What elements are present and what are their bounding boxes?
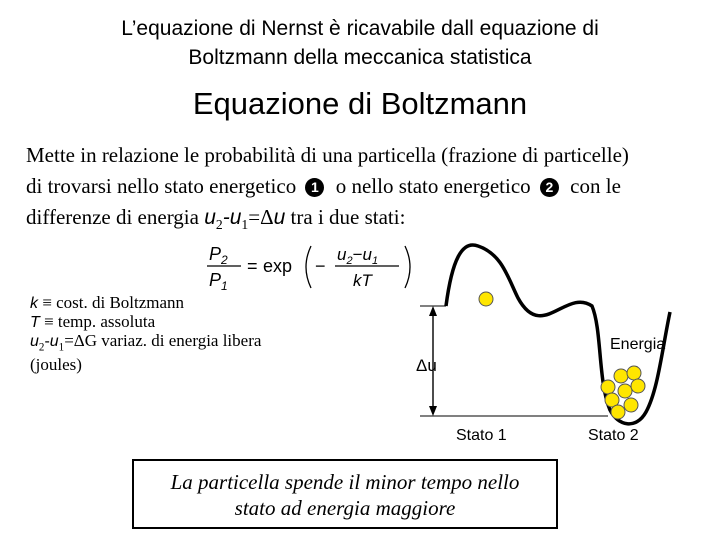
- formula-p2: $P_2$: [209, 244, 228, 267]
- formula-denominator: kT: [353, 271, 372, 290]
- formula-equals: =: [247, 256, 258, 276]
- section-heading: Equazione di Boltzmann: [192, 86, 528, 121]
- formula-exp: exp: [263, 256, 293, 276]
- state1-particle: [479, 292, 493, 306]
- state2-particles: [601, 366, 645, 419]
- u-dash: -: [222, 206, 230, 229]
- slide-title-line1: L’equazione di Nernst è ricavabile dall equazione di: [121, 17, 599, 40]
- u2-symbol: u: [204, 206, 216, 229]
- definition-k: k ≡ cost. di Boltzmann: [30, 293, 185, 312]
- intro-line3-a: differenze di energia: [26, 205, 199, 229]
- intro-line2-c: con le: [570, 174, 621, 198]
- energy-curve: [446, 245, 670, 424]
- state2-marker-icon: 2: [540, 178, 559, 197]
- conclusion-line2: stato ad energia maggiore: [234, 496, 456, 520]
- definition-t: T ≡ temp. assoluta: [30, 312, 156, 331]
- formula-minus: −: [315, 256, 326, 276]
- state1-label: Stato 1: [456, 427, 507, 444]
- intro-line1: Mette in relazione le probabilità di una particella (frazione di particelle): [26, 143, 629, 167]
- state2-label: Stato 2: [588, 427, 639, 444]
- slide-title-line2: Boltzmann della meccanica statistica: [188, 46, 532, 69]
- intro-paragraph: [26, 140, 720, 240]
- u1-subscript: 1: [241, 217, 249, 233]
- state1-marker-icon: 1: [305, 178, 324, 197]
- u1-symbol: u: [229, 206, 242, 229]
- intro-line2-b: o nello stato energetico: [335, 174, 531, 198]
- definition-du-unit: (joules): [30, 355, 82, 375]
- delta-u-label: Δu: [416, 356, 437, 375]
- intro-line3-b: tra i due stati:: [290, 205, 406, 229]
- intro-line2: [26, 171, 720, 202]
- definitions-block: [30, 294, 330, 374]
- u2-subscript: 2: [215, 217, 223, 233]
- u-symbol: u: [273, 206, 286, 229]
- boltzmann-formula: [205, 242, 420, 292]
- intro-line2-a: di trovarsi nello stato energetico: [26, 174, 297, 198]
- energy-label: Energia: [610, 336, 666, 353]
- energy-diagram: [400, 240, 700, 450]
- conclusion-box: [132, 459, 558, 529]
- definition-du: $u_2-u_1=\Delta G$ variaz. di energia libera: [30, 331, 262, 354]
- slide-title: [0, 14, 720, 72]
- conclusion-line1: La particella spende il minor tempo nello: [170, 470, 520, 494]
- delta-equals: =Δ: [248, 205, 274, 229]
- intro-line3: [26, 202, 720, 240]
- formula-numerator: $u_2-u_1$: [337, 245, 379, 267]
- formula-p1: $P_1$: [209, 270, 228, 292]
